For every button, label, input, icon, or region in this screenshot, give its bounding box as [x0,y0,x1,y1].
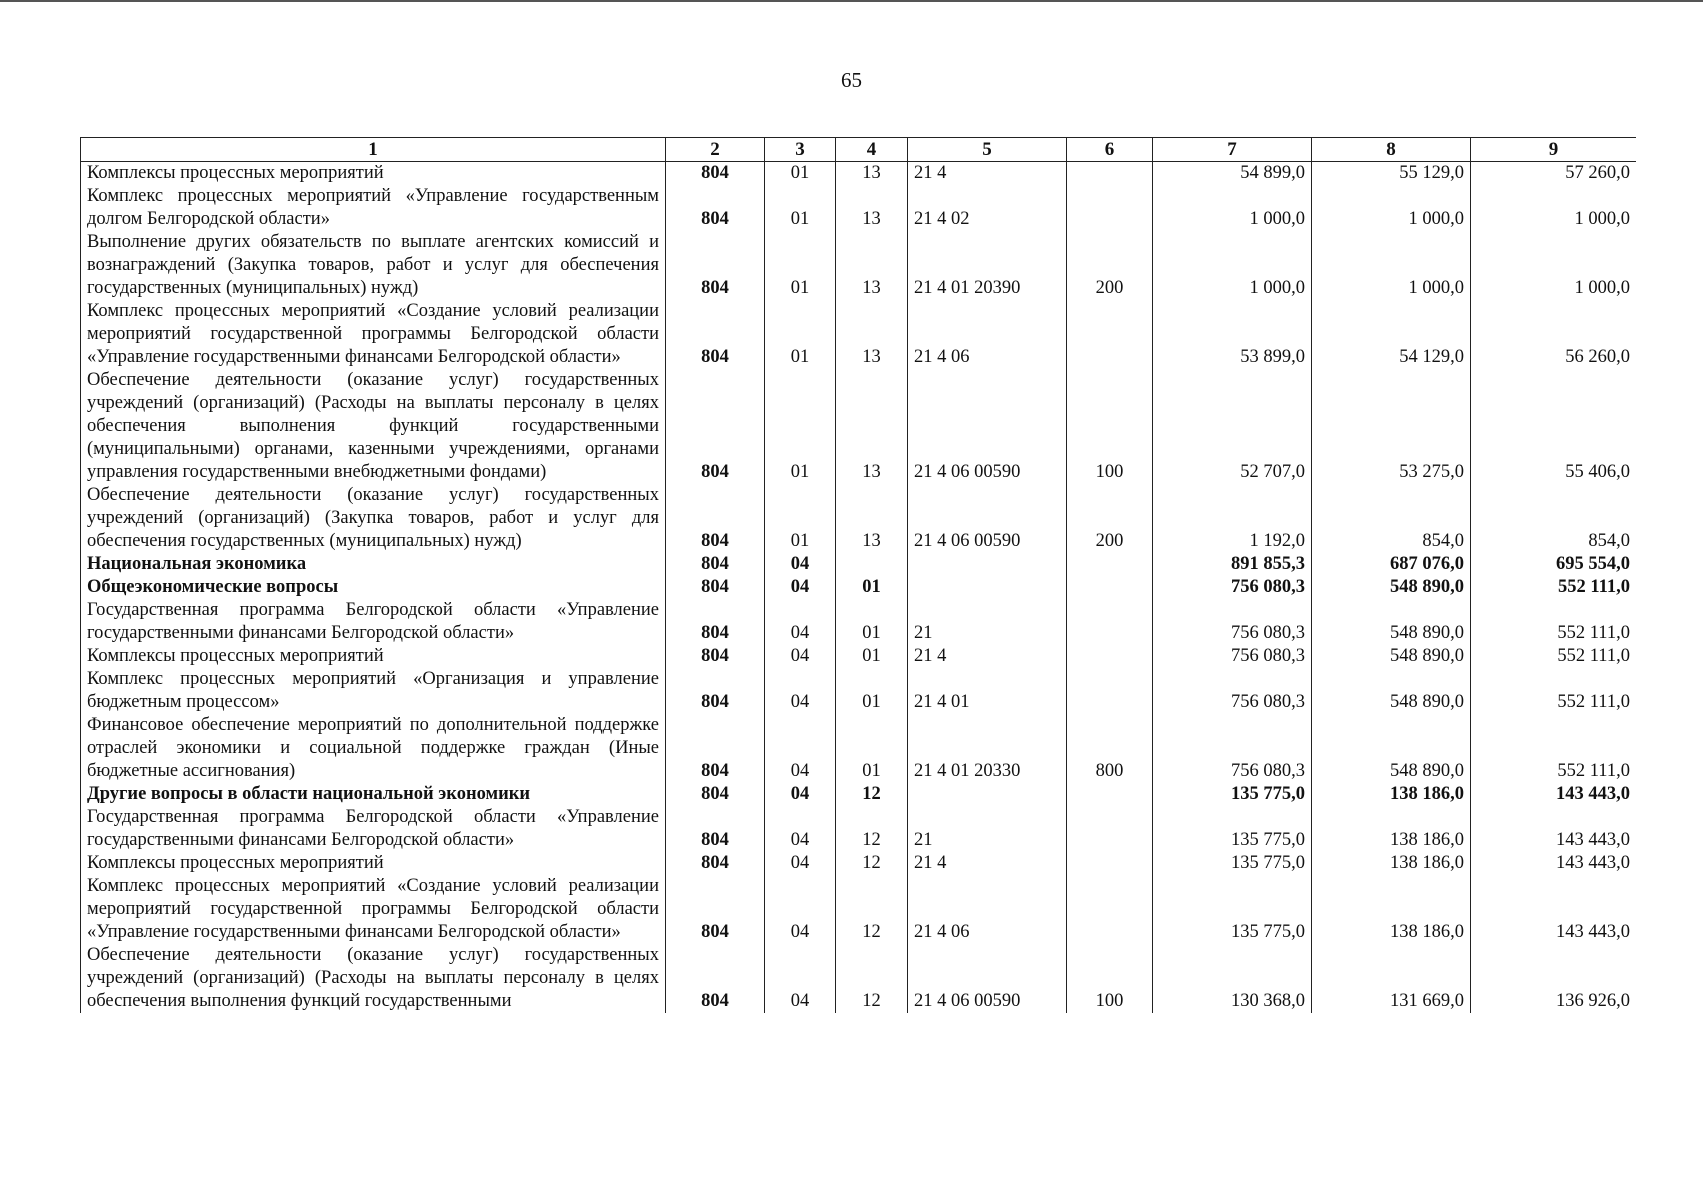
table-row [81,714,1637,783]
cell-amount-year-3: 56 260,0 [1471,300,1637,369]
cell-target-article: 21 4 06 00590 [908,944,1067,1013]
cell-name: Комплексы процессных мероприятий [81,645,666,668]
cell-amount-year-1: 52 707,0 [1153,369,1312,484]
table-row [81,599,1637,645]
cell-name: Финансовое обеспечение мероприятий по дополнительной поддержке отраслей экономики и социальной поддержке граждан (Иные бюджетные ассигнования) [81,714,666,783]
table-row [81,300,1637,369]
cell-subsection: 13 [836,231,908,300]
cell-admin-code: 804 [666,645,765,668]
cell-subsection: 01 [836,599,908,645]
top-border-line [0,0,1703,2]
cell-amount-year-3: 552 111,0 [1471,599,1637,645]
cell-name: Комплекс процессных мероприятий «Организация и управление бюджетным процессом» [81,668,666,714]
cell-amount-year-1: 891 855,3 [1153,553,1312,576]
cell-amount-year-3: 143 443,0 [1471,875,1637,944]
cell-expense-type: 100 [1067,944,1153,1013]
cell-amount-year-2: 548 890,0 [1312,668,1471,714]
header-col-2: 2 [666,138,765,162]
cell-section: 04 [765,553,836,576]
cell-amount-year-3: 1 000,0 [1471,231,1637,300]
cell-target-article: 21 4 06 00590 [908,369,1067,484]
cell-amount-year-1: 53 899,0 [1153,300,1312,369]
table-row [81,806,1637,852]
cell-admin-code: 804 [666,553,765,576]
cell-expense-type: 100 [1067,369,1153,484]
cell-section: 04 [765,576,836,599]
cell-name: Общеэкономические вопросы [81,576,666,599]
cell-section: 04 [765,645,836,668]
cell-name: Национальная экономика [81,553,666,576]
table-header-row [81,138,1637,162]
cell-amount-year-3: 57 260,0 [1471,162,1637,186]
cell-amount-year-1: 756 080,3 [1153,645,1312,668]
cell-admin-code: 804 [666,231,765,300]
cell-admin-code: 804 [666,300,765,369]
cell-admin-code: 804 [666,875,765,944]
cell-name: Комплекс процессных мероприятий «Создание условий реализации мероприятий государственной программы Белгородской области «Управление государственными финансами Белгородской области» [81,300,666,369]
cell-amount-year-1: 1 000,0 [1153,231,1312,300]
cell-target-article [908,576,1067,599]
cell-admin-code: 804 [666,484,765,553]
cell-amount-year-1: 135 775,0 [1153,806,1312,852]
cell-amount-year-2: 55 129,0 [1312,162,1471,186]
cell-subsection: 01 [836,668,908,714]
cell-amount-year-1: 135 775,0 [1153,875,1312,944]
cell-amount-year-2: 548 890,0 [1312,599,1471,645]
cell-name: Обеспечение деятельности (оказание услуг) государственных учреждений (организаций) (Расходы на выплаты персоналу в целях обеспечения выполнения функций государственными (муниципальными) органами, казенными учреждениями, органами управления государственными внебюджетными фондами) [81,369,666,484]
cell-amount-year-2: 54 129,0 [1312,300,1471,369]
cell-subsection: 12 [836,852,908,875]
cell-admin-code: 804 [666,668,765,714]
cell-amount-year-2: 548 890,0 [1312,714,1471,783]
cell-section: 01 [765,300,836,369]
table-row [81,783,1637,806]
cell-amount-year-1: 756 080,3 [1153,668,1312,714]
cell-expense-type [1067,852,1153,875]
cell-admin-code: 804 [666,944,765,1013]
cell-section: 01 [765,162,836,186]
cell-amount-year-3: 552 111,0 [1471,668,1637,714]
cell-subsection: 13 [836,484,908,553]
cell-amount-year-2: 687 076,0 [1312,553,1471,576]
cell-amount-year-2: 548 890,0 [1312,576,1471,599]
cell-amount-year-2: 1 000,0 [1312,185,1471,231]
cell-subsection: 13 [836,300,908,369]
cell-amount-year-1: 1 000,0 [1153,185,1312,231]
cell-target-article: 21 4 01 20330 [908,714,1067,783]
cell-expense-type [1067,668,1153,714]
cell-expense-type [1067,162,1153,186]
header-col-6: 6 [1067,138,1153,162]
cell-section: 04 [765,668,836,714]
cell-name: Выполнение других обязательств по выплате агентских комиссий и вознаграждений (Закупка товаров, работ и услуг для обеспечения государственных (муниципальных) нужд) [81,231,666,300]
table-row [81,162,1637,186]
budget-table-container [80,137,1636,1091]
cell-section: 04 [765,714,836,783]
cell-name: Другие вопросы в области национальной экономики [81,783,666,806]
header-col-1: 1 [81,138,666,162]
cell-expense-type [1067,185,1153,231]
cell-amount-year-2: 1 000,0 [1312,231,1471,300]
cell-amount-year-3: 552 111,0 [1471,645,1637,668]
cell-name: Комплексы процессных мероприятий [81,162,666,186]
header-col-8: 8 [1312,138,1471,162]
cell-amount-year-2: 131 669,0 [1312,944,1471,1013]
cell-section: 01 [765,484,836,553]
cell-admin-code: 804 [666,783,765,806]
cell-subsection: 01 [836,714,908,783]
cell-admin-code: 804 [666,185,765,231]
cell-target-article: 21 [908,599,1067,645]
cell-subsection: 01 [836,645,908,668]
cell-amount-year-1: 756 080,3 [1153,714,1312,783]
cell-expense-type [1067,875,1153,944]
budget-table [80,137,1636,1013]
header-col-9: 9 [1471,138,1637,162]
page-number: 65 [841,68,862,92]
cell-section: 04 [765,944,836,1013]
cell-name: Комплекс процессных мероприятий «Управление государственным долгом Белгородской области» [81,185,666,231]
cell-admin-code: 804 [666,852,765,875]
cell-name: Государственная программа Белгородской области «Управление государственными финансами Белгородской области» [81,599,666,645]
cell-expense-type [1067,806,1153,852]
cell-admin-code: 804 [666,162,765,186]
cell-amount-year-1: 756 080,3 [1153,599,1312,645]
cell-amount-year-3: 854,0 [1471,484,1637,553]
cell-target-article [908,783,1067,806]
cell-admin-code: 804 [666,369,765,484]
header-col-7: 7 [1153,138,1312,162]
cell-subsection [836,553,908,576]
cell-target-article: 21 4 06 00590 [908,484,1067,553]
cell-target-article: 21 4 [908,162,1067,186]
cell-amount-year-1: 54 899,0 [1153,162,1312,186]
cell-section: 04 [765,806,836,852]
cell-amount-year-2: 138 186,0 [1312,783,1471,806]
cell-subsection: 12 [836,875,908,944]
cell-amount-year-3: 552 111,0 [1471,576,1637,599]
cell-name: Комплексы процессных мероприятий [81,852,666,875]
cell-section: 04 [765,599,836,645]
cell-target-article: 21 4 06 [908,300,1067,369]
cell-amount-year-2: 138 186,0 [1312,806,1471,852]
header-col-4: 4 [836,138,908,162]
cell-amount-year-2: 53 275,0 [1312,369,1471,484]
cell-section: 04 [765,783,836,806]
header-col-3: 3 [765,138,836,162]
cell-name: Обеспечение деятельности (оказание услуг) государственных учреждений (организаций) (Закупка товаров, работ и услуг для обеспечения государственных (муниципальных) нужд) [81,484,666,553]
cell-amount-year-1: 130 368,0 [1153,944,1312,1013]
cell-admin-code: 804 [666,599,765,645]
table-body [81,162,1637,1014]
cell-subsection: 13 [836,162,908,186]
cell-expense-type [1067,300,1153,369]
cell-amount-year-3: 552 111,0 [1471,714,1637,783]
cell-target-article: 21 4 01 20390 [908,231,1067,300]
cell-section: 01 [765,231,836,300]
cell-section: 01 [765,369,836,484]
cell-section: 01 [765,185,836,231]
cell-target-article: 21 4 01 [908,668,1067,714]
cell-amount-year-3: 143 443,0 [1471,806,1637,852]
cell-target-article: 21 4 02 [908,185,1067,231]
cell-target-article: 21 4 [908,852,1067,875]
table-row [81,576,1637,599]
cell-expense-type [1067,645,1153,668]
cell-section: 04 [765,852,836,875]
table-row [81,484,1637,553]
cell-name: Комплекс процессных мероприятий «Создание условий реализации мероприятий государственной программы Белгородской области «Управление государственными финансами Белгородской области» [81,875,666,944]
cell-amount-year-2: 854,0 [1312,484,1471,553]
cell-amount-year-2: 138 186,0 [1312,875,1471,944]
cell-expense-type: 200 [1067,484,1153,553]
cell-expense-type: 800 [1067,714,1153,783]
cell-amount-year-1: 135 775,0 [1153,852,1312,875]
cell-amount-year-2: 138 186,0 [1312,852,1471,875]
header-col-5: 5 [908,138,1067,162]
cell-admin-code: 804 [666,714,765,783]
cell-name: Государственная программа Белгородской области «Управление государственными финансами Белгородской области» [81,806,666,852]
cell-target-article: 21 4 [908,645,1067,668]
cell-subsection: 13 [836,369,908,484]
cell-target-article [908,553,1067,576]
cell-subsection: 12 [836,783,908,806]
table-row [81,185,1637,231]
cell-subsection: 13 [836,185,908,231]
cell-amount-year-1: 1 192,0 [1153,484,1312,553]
table-row [81,369,1637,484]
cell-target-article: 21 4 06 [908,875,1067,944]
cell-amount-year-3: 136 926,0 [1471,944,1637,1013]
cell-amount-year-3: 695 554,0 [1471,553,1637,576]
cell-amount-year-3: 143 443,0 [1471,783,1637,806]
cell-expense-type [1067,576,1153,599]
cell-amount-year-3: 1 000,0 [1471,185,1637,231]
cell-section: 04 [765,875,836,944]
cell-expense-type [1067,553,1153,576]
table-row [81,852,1637,875]
cell-amount-year-2: 548 890,0 [1312,645,1471,668]
cell-amount-year-3: 143 443,0 [1471,852,1637,875]
cell-expense-type: 200 [1067,231,1153,300]
cell-name: Обеспечение деятельности (оказание услуг) государственных учреждений (организаций) (Расходы на выплаты персоналу в целях обеспечения выполнения функций государственными [81,944,666,1013]
cell-target-article: 21 [908,806,1067,852]
table-row [81,668,1637,714]
table-row [81,944,1637,1013]
table-row [81,875,1637,944]
cell-admin-code: 804 [666,806,765,852]
cell-expense-type [1067,783,1153,806]
cell-amount-year-1: 135 775,0 [1153,783,1312,806]
cell-expense-type [1067,599,1153,645]
cell-subsection: 12 [836,806,908,852]
cell-amount-year-1: 756 080,3 [1153,576,1312,599]
cell-subsection: 01 [836,576,908,599]
table-row [81,645,1637,668]
cell-amount-year-3: 55 406,0 [1471,369,1637,484]
cell-admin-code: 804 [666,576,765,599]
table-row [81,231,1637,300]
table-row [81,553,1637,576]
cell-subsection: 12 [836,944,908,1013]
